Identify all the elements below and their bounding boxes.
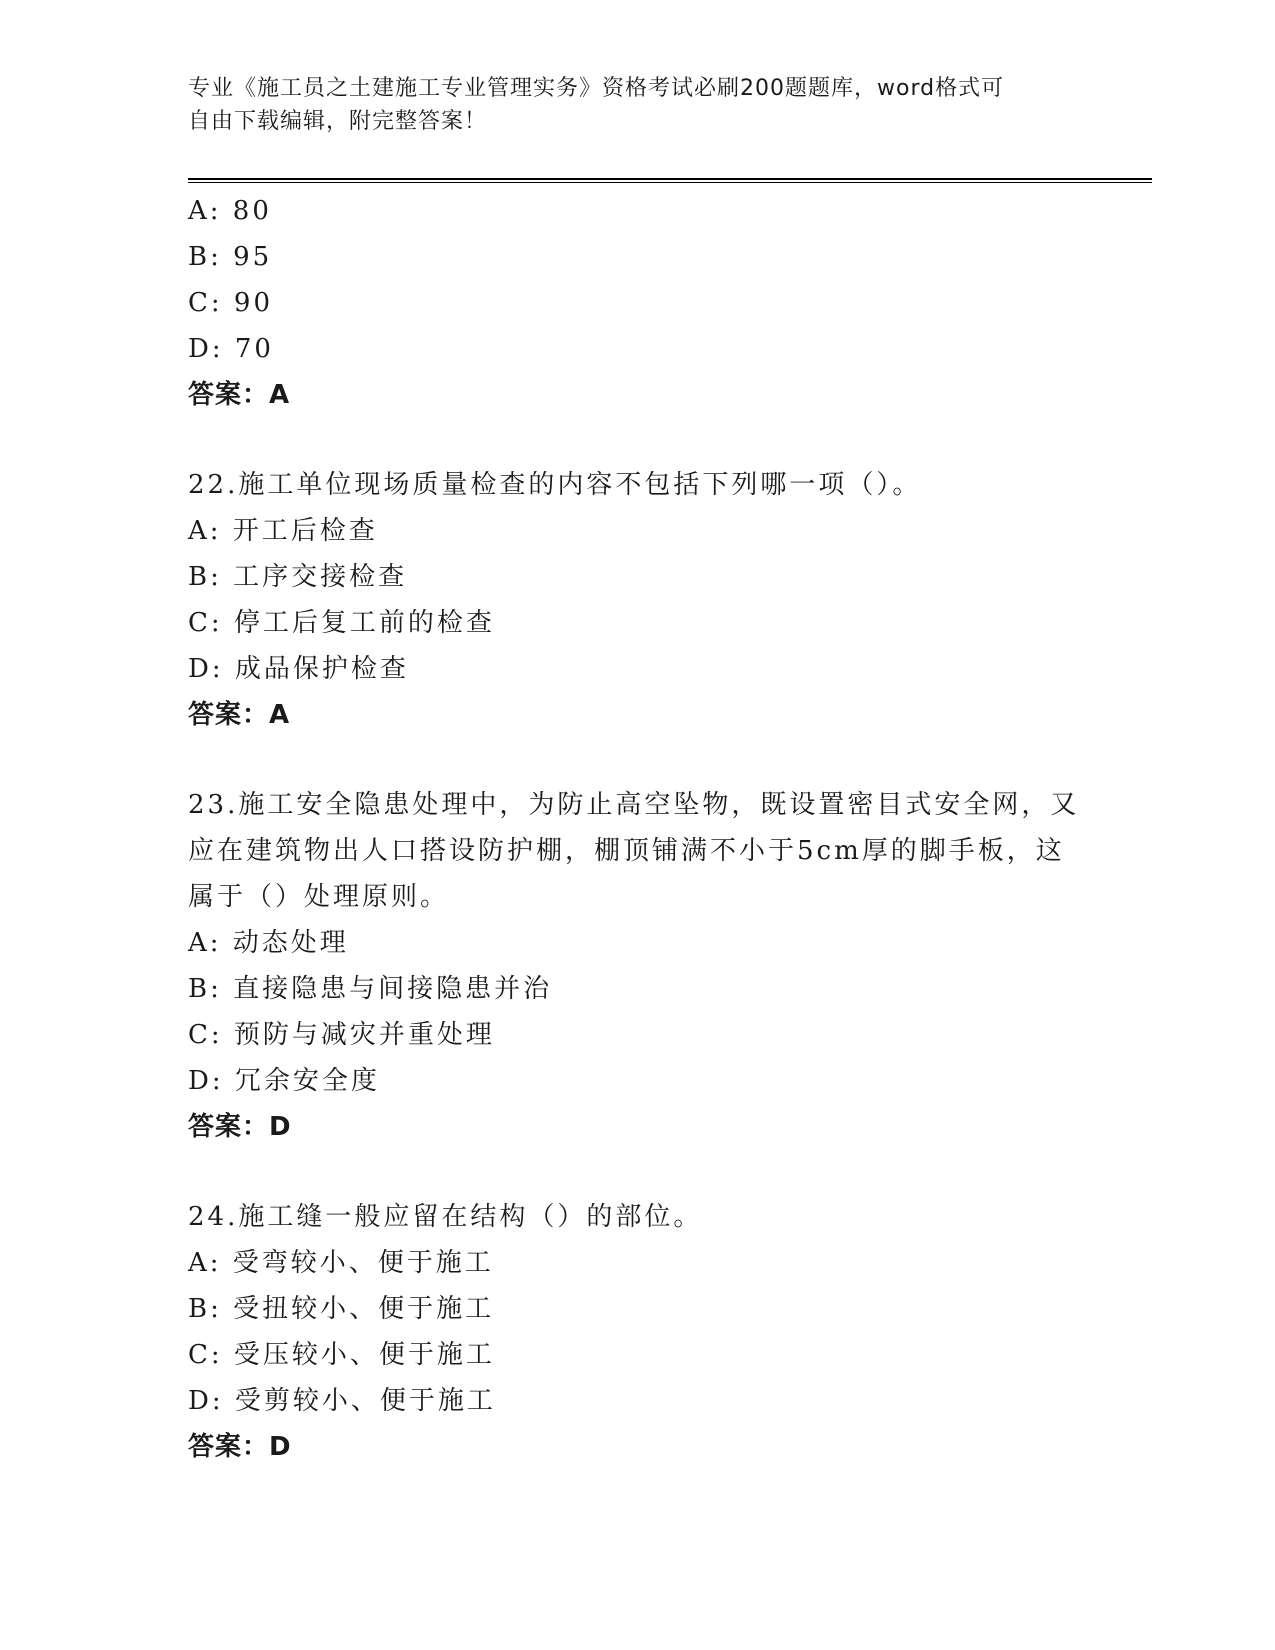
option-c: C: 90 — [188, 288, 274, 318]
header-line-2: 自由下载编辑，附完整答案！ — [188, 109, 488, 134]
answer: 答案：A — [188, 700, 291, 730]
question-stem: 24.施工缝一般应留在结构（）的部位。 — [188, 1202, 703, 1232]
answer: 答案：A — [188, 380, 291, 410]
question-stem: 22.施工单位现场质量检查的内容不包括下列哪一项（）。 — [188, 470, 922, 500]
answer: 答案：D — [188, 1112, 292, 1142]
question-23 — [188, 782, 1148, 1150]
question-21 — [188, 188, 1148, 418]
option-a: A: 受弯较小、便于施工 — [188, 1248, 494, 1278]
header-divider — [188, 178, 1152, 180]
question-stem-line-2: 应在建筑物出人口搭设防护棚，棚顶铺满不小于5cm厚的脚手板，这 — [188, 836, 1065, 866]
option-a: A: 开工后检查 — [188, 516, 378, 546]
header-line-1: 专业《施工员之土建施工专业管理实务》资格考试必刷200题题库，word格式可 — [188, 76, 1005, 101]
header-divider-thin — [188, 182, 1152, 183]
answer: 答案：D — [188, 1432, 292, 1462]
question-22 — [188, 462, 1148, 738]
option-d: D: 受剪较小、便于施工 — [188, 1386, 496, 1416]
option-d: D: 冗余安全度 — [188, 1066, 380, 1096]
option-b: B: 95 — [188, 242, 273, 272]
question-24 — [188, 1194, 1148, 1470]
document-header — [188, 72, 1068, 138]
option-b: B: 工序交接检查 — [188, 562, 408, 592]
option-b: B: 受扭较小、便于施工 — [188, 1294, 495, 1324]
question-stem-line-3: 属于（）处理原则。 — [188, 882, 450, 912]
option-a: A: 动态处理 — [188, 928, 349, 958]
option-d: D: 70 — [188, 334, 274, 364]
option-c: C: 停工后复工前的检查 — [188, 608, 495, 638]
option-c: C: 受压较小、便于施工 — [188, 1340, 495, 1370]
question-list — [188, 188, 1148, 1470]
option-a: A: 80 — [188, 196, 272, 226]
question-stem-line-1: 23.施工安全隐患处理中，为防止高空坠物，既设置密目式安全网，又 — [188, 790, 1080, 820]
option-c: C: 预防与减灾并重处理 — [188, 1020, 495, 1050]
option-d: D: 成品保护检查 — [188, 654, 409, 684]
option-b: B: 直接隐患与间接隐患并治 — [188, 974, 553, 1004]
